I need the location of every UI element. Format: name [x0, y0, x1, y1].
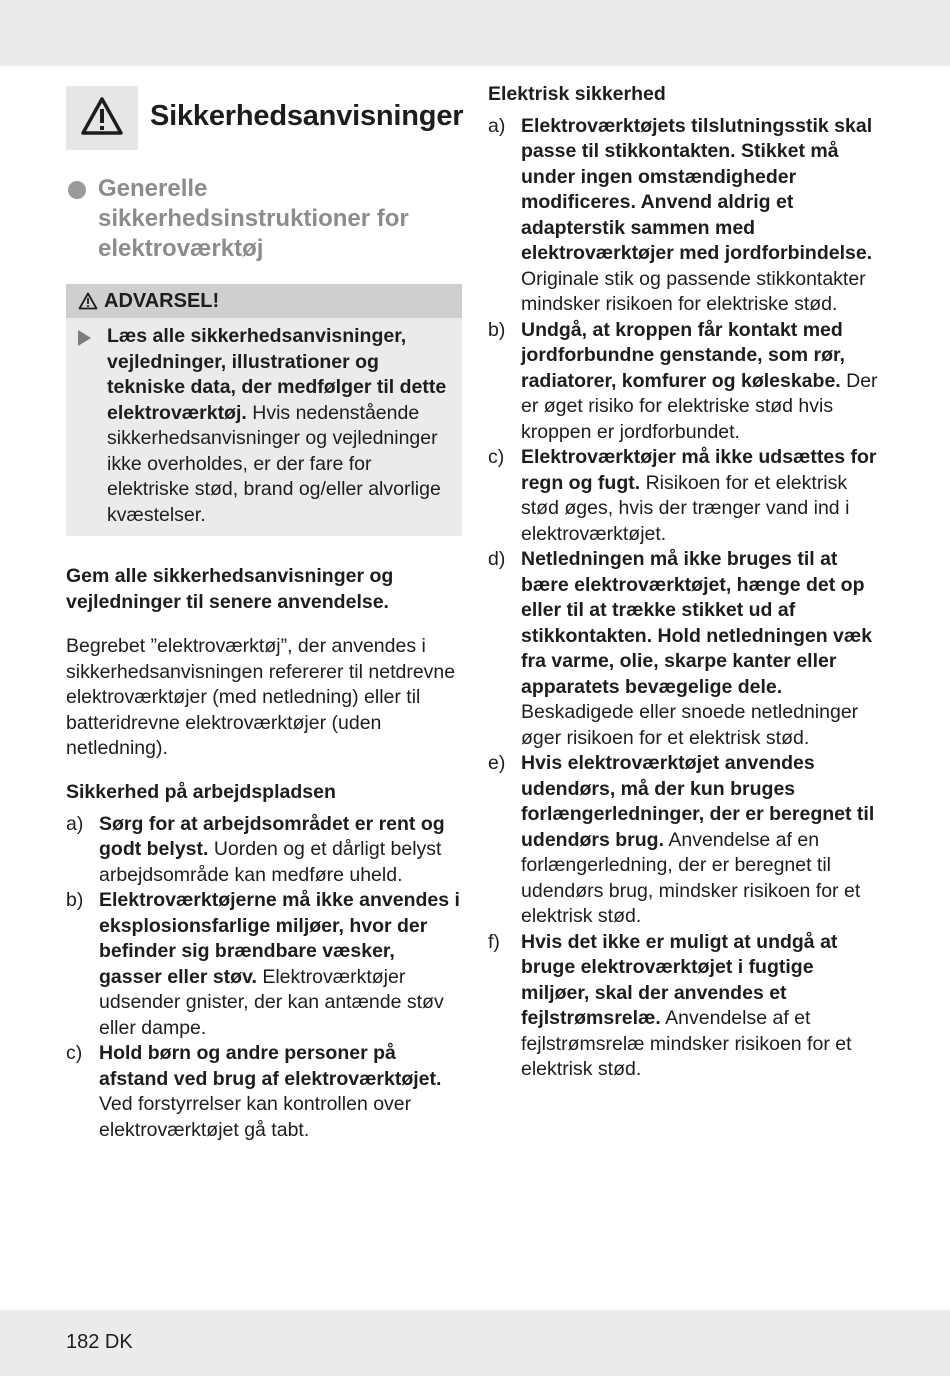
bottom-band	[0, 1310, 950, 1376]
warning-bold: Læs alle sikkerhedsanvisninger, vejledninger, illustrationer og tekniske data, der medfølger til dette elektroværktøj.	[107, 325, 447, 424]
warning-triangle-icon	[80, 96, 124, 136]
top-band	[0, 0, 950, 66]
item-text: Uorden og et dårligt belyst arbejdsområde kan medføre uheld.	[99, 838, 442, 886]
workplace-section	[66, 780, 462, 1143]
item-label: e)	[488, 752, 506, 774]
workplace-heading: Sikkerhed på arbejdspladsen	[66, 781, 336, 803]
workplace-list	[66, 812, 462, 1144]
list-item	[488, 445, 880, 547]
item-label: b)	[66, 889, 84, 911]
item-label: b)	[488, 318, 506, 341]
item-bold: Undgå, at kroppen får kontakt med jordforbundne genstande, som rør, radiatorer, komfurer og køleskabe.	[521, 318, 845, 392]
page-number: 182 DK	[66, 1331, 133, 1353]
item-bold: Hold børn og andre personer på afstand ved brug af elektroværktøjet.	[99, 1042, 442, 1090]
item-text: Risikoen for et elektrisk stød øges, hvis der trænger vand ind i elektroværktøjet.	[521, 471, 850, 545]
item-text: Elektroværktøjer udsender gnister, der kan antænde støv eller dampe.	[99, 965, 444, 1039]
item-text: Beskadigede eller snoede netledninger øger risikoen for et elektrisk stød.	[521, 701, 859, 749]
item-label: a)	[488, 114, 506, 137]
warning-normal: Hvis nedenstående sikkerhedsanvisninger og vejledninger ikke overholdes, er der fare for elektriske stød, brand og/eller alvorlige kvæstelser.	[107, 401, 441, 526]
item-bold: Elektroværktøjer må ikke udsættes for regn og fugt.	[521, 446, 877, 494]
list-item	[66, 812, 462, 889]
warning-text	[107, 324, 454, 528]
section-header	[66, 86, 462, 150]
warning-body	[66, 318, 462, 536]
warning-header	[66, 284, 462, 318]
list-item	[66, 888, 462, 1041]
list-item	[488, 930, 880, 1083]
item-bold: Hvis det ikke er muligt at undgå at bruge elektroværktøjet i fugtige miljøer, skal der anvendes et fejlstrømsrelæ.	[521, 930, 838, 1029]
item-label: d)	[488, 548, 506, 570]
warning-icon-box	[66, 86, 138, 150]
item-bold: Hvis elektroværktøjet anvendes udendørs, må der kun bruges forlængerledninger, der er beregnet til udendørs brug.	[521, 752, 875, 851]
list-item	[488, 751, 880, 930]
item-text: Anvendelse af et fejlstrømsrelæ mindsker risikoen for et elektrisk stød.	[521, 1007, 852, 1080]
arrow-right-icon	[78, 330, 91, 346]
subheading	[66, 174, 462, 264]
item-bold: Netledningen må ikke bruges til at bære elektroværktøjet, hænge det op eller til at trække stikket ud af stikkontakten. Hold netledningen væk fra varme, olie, skarpe kanter eller apparatets bevægelige dele.	[521, 548, 873, 698]
subheading-text: Generelle sikkerhedsinstruktioner for elektroværktøj	[98, 175, 409, 262]
warning-small-icon	[78, 292, 98, 310]
list-item	[488, 114, 880, 318]
electrical-section	[488, 82, 880, 1083]
list-item	[66, 1041, 462, 1143]
item-text: Originale stik og passende stikkontakter mindsker risikoen for elektriske stød.	[521, 267, 866, 315]
item-label: c)	[488, 446, 505, 468]
list-item	[488, 318, 880, 446]
save-note: Gem alle sikkerhedsanvisninger og vejledninger til senere anvendelse.	[66, 565, 394, 613]
electrical-list	[488, 114, 880, 1083]
item-text: Ved forstyrrelser kan kontrollen over elektroværktøjet gå tabt.	[99, 1093, 412, 1141]
warning-label: ADVARSEL!	[104, 290, 220, 312]
warning-box	[66, 284, 462, 536]
term-note: Begrebet ”elektroværktøj”, der anvendes i sikkerhedsanvisningen refererer til netdrevne elektroværktøjer (med netledning) eller til batteridrevne elektroværktøjer (uden netledning).	[66, 635, 456, 759]
electrical-heading: Elektrisk sikkerhed	[488, 83, 666, 105]
item-text: Der er øget risiko for elektriske stød hvis kroppen er jordforbundet.	[521, 369, 878, 443]
item-bold: Elektroværktøjets tilslutningsstik skal passe til stikkontakten. Stikket må under ingen omstændigheder modificeres. Anvend aldrig et adapterstik sammen med elektroværktøjer med jordforbindelse.	[521, 114, 873, 264]
item-bold: Elektroværktøjerne må ikke anvendes i eksplosionsfarlige miljøer, hvor der befinder sig brændbare væsker, gasser eller støv.	[99, 889, 460, 988]
list-item	[488, 547, 880, 751]
item-label: f)	[488, 930, 500, 953]
item-label: a)	[66, 812, 84, 835]
bullet-dot-icon	[68, 181, 86, 199]
item-bold: Sørg for at arbejdsområdet er rent og godt belyst.	[99, 812, 445, 860]
item-label: c)	[66, 1042, 83, 1064]
item-text: Anvendelse af en forlængerledning, der er beregnet til udendørs brug, mindsker risikoen for et elektrisk stød.	[521, 828, 861, 927]
page-title: Sikkerhedsanvisninger	[150, 100, 464, 132]
